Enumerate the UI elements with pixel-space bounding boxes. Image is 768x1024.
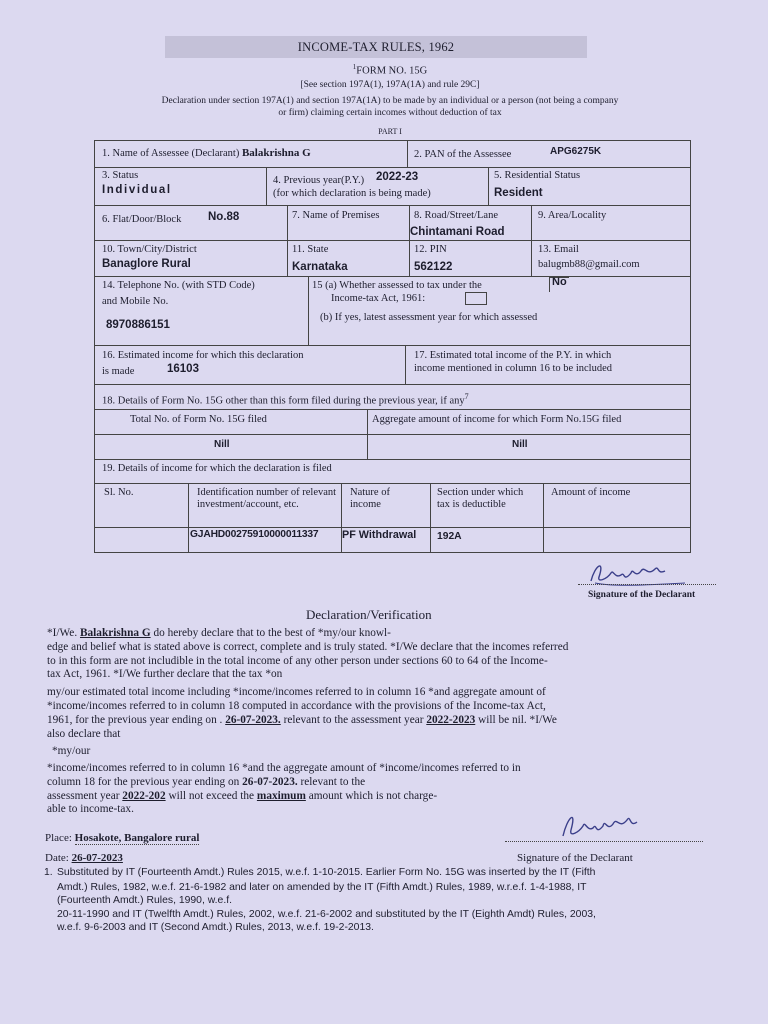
field-16-label-1: 16. Estimated income for which this declaration [102,350,304,361]
field-1-label: 1. Name of Assessee (Declarant) Balakrishna G [102,147,311,159]
field-14-label-1: 14. Telephone No. (with STD Code) [102,280,255,291]
declaration-heading-1: Declaration under section 197A(1) and section 197A(1A) to be made by an individual or a person (not being a company [161,96,619,106]
table-row-nature: PF Withdrawal [342,529,417,541]
income-header-section: Section under which tax is deductible [437,487,524,510]
status-value: Individual [102,184,172,196]
field-4-sub: (for which declaration is being made) [273,188,431,199]
field-4-label: 4. Previous year(P.Y.) [273,175,365,186]
declaration-line-9: *my/our [52,745,91,757]
field-5-label: 5. Residential Status [494,170,581,181]
declaration-line-11: column 18 for the previous year ending on 26-07-2023. relevant to the [47,776,366,788]
declaration-line-13: able to income-tax. [47,803,134,815]
declaration-line-7: 1961, for the previous year ending on . 26-07-2023. relevant to the assessment year 2022-2023 will be nil. *I/We [47,714,557,726]
field-10-label: 10. Town/City/District [102,244,197,255]
field-8-label: 8. Road/Street/Lane [414,210,498,221]
field-15a-label-1: 15 (a) Whether assessed to tax under the [312,280,482,291]
footnote-line-3: (Fourteenth Amdt.) Rules, 1990, w.e.f. [57,895,232,906]
footnote-number: 1. [44,867,53,878]
footnote-line-2: Amdt.) Rules, 1982, w.e.f. 21-6-1982 and later on amended by the IT (Fifth Amdt.) Rules, 1989, w.r.e.f. 1-4-1988, IT [57,882,587,893]
see-section: [See section 197A(1), 197A(1A) and rule 29C] [300,80,480,90]
assessed-checkbox [465,292,487,305]
pin-value: 562122 [414,261,453,273]
pan-value: APG6275K [550,146,602,157]
income-header-amount: Amount of income [551,487,631,498]
declaration-line-6: *income/incomes referred to in column 18 computed in accordance with the provisions of the Income-tax Act, [47,700,546,712]
aggregate-value: Nill [512,439,528,450]
declaration-line-3: to in this form are not includible in the total income of any other person under sections 60 to 64 of the Income- [47,655,548,667]
previous-year-value: 2022-23 [376,171,419,183]
income-header-nature: Nature of income [350,487,390,510]
signature-label-2: Signature of the Declarant [517,852,633,864]
declaration-line-8: also declare that [47,728,121,740]
residential-status-value: Resident [494,187,543,199]
state-value: Karnataka [292,261,348,273]
signature-image-1 [585,553,715,591]
signature-label-1: Signature of the Declarant [588,590,696,600]
field-15a-label-2: Income-tax Act, 1961: [331,293,426,304]
declaration-line-4: tax Act, 1961. *I/We further declare that the tax *on [47,668,283,680]
field-13-label: 13. Email [538,244,579,255]
rules-title: INCOME-TAX RULES, 1962 [165,36,587,58]
declaration-title: Declaration/Verification [306,607,432,622]
declaration-line-10: *income/incomes referred to in column 16 *and the aggregate amount of *income/incomes referred to in [47,762,521,774]
phone-value: 8970886151 [106,319,170,331]
field-12-label: 12. PIN [414,244,447,255]
road-value: Chintamani Road [410,226,505,238]
email-value: balugmb88@gmail.com [538,259,640,270]
signature-image-2 [555,800,665,845]
declaration-line-1: *I/We. Balakrishna G do hereby declare that to the best of *my/our knowl- [47,627,391,639]
field-16-label-2: is made [102,366,135,377]
footnote-line-4: 20-11-1990 and IT (Twelfth Amdt.) Rules, 2002, w.e.f. 21-6-2002 and substituted by the IT (Eighth Amdt) Rules, 2003, [57,909,596,920]
declaration-line-2: edge and belief what is stated above is correct, complete and is truly stated. *I/We declare that the incomes referred [47,641,569,653]
field-9-label: 9. Area/Locality [538,210,607,221]
field-18-col2: Aggregate amount of income for which Form No.15G filed [372,414,622,425]
field-17-label-1: 17. Estimated total income of the P.Y. in which [414,350,612,361]
income-header-sl: Sl. No. [104,487,134,498]
footnote-line-1: Substituted by IT (Fourteenth Amdt.) Rules 2015, w.e.f. 1-10-2015. Earlier Form No. 15G was inserted by the IT (Fifth [57,867,596,878]
field-19-label: 19. Details of income for which the declaration is filed [102,463,332,474]
field-3-label: 3. Status [102,170,139,181]
field-15b-label: (b) If yes, latest assessment year for which assessed [320,312,538,323]
field-18-col1: Total No. of Form No. 15G filed [130,414,267,425]
declaration-line-12: assessment year 2022-202 will not exceed the maximum amount which is not charge- [47,790,438,802]
field-14-label-2: and Mobile No. [102,296,169,307]
field-17-label-2: income mentioned in column 16 to be included [414,363,612,374]
forms-filed-value: Nill [214,439,230,450]
assessee-name: Balakrishna G [241,147,311,159]
footnote-line-5: w.e.f. 9-6-2003 and IT (Second Amdt.) Rules, 2013, w.e.f. 19-2-2013. [57,922,374,933]
estimated-income-value: 16103 [167,363,199,375]
field-18-label: 18. Details of Form No. 15G other than this form filed during the previous year, if any$^7$ [102,392,469,407]
field-11-label: 11. State [292,244,329,255]
declaration-line-5: my/our estimated total income including *income/incomes referred to in column 16 *and aggregate amount of [47,686,546,698]
field-6-label: 6. Flat/Door/Block [102,214,182,225]
income-header-id: Identification number of relevant investment/account, etc. [197,487,337,510]
field-7-label: 7. Name of Premises [292,210,380,221]
flat-value: No.88 [208,211,240,223]
city-value: Banaglore Rural [102,258,191,270]
field-2-label: 2. PAN of the Assessee [414,149,512,160]
declaration-heading-2: or firm) claiming certain incomes without deduction of tax [278,108,502,118]
place-field: Place: Hosakote, Bangalore rural [45,832,200,844]
date-field: Date: 26-07-2023 [45,852,123,864]
assessed-value: No [552,276,567,288]
table-row-section: 192A [437,531,462,542]
form-number: $^1$FORM NO. 15G [352,63,428,77]
table-row-account: GJAHD00275910000011337 [190,529,319,540]
part-label: PART I [378,127,402,136]
